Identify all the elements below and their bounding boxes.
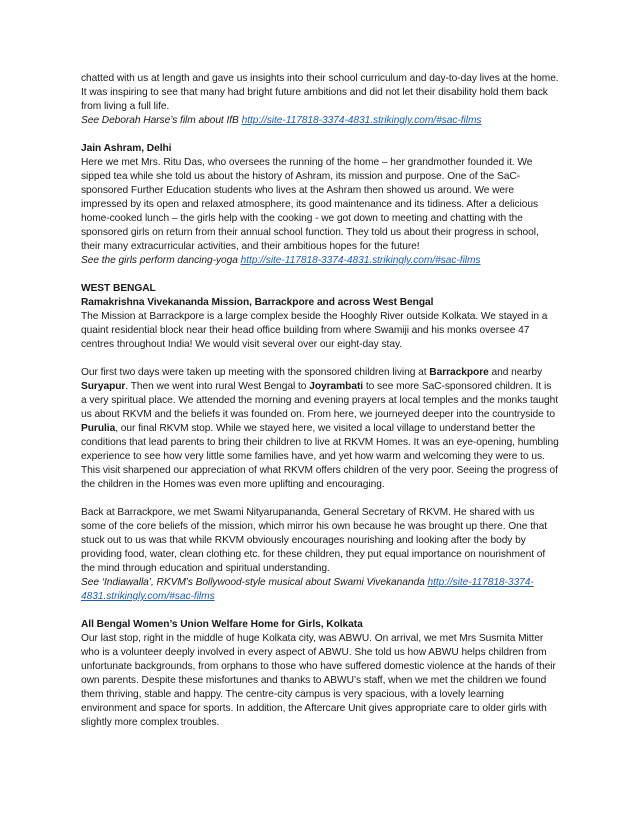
jain-paragraph: Here we met Mrs. Ritu Das, who oversees the running of the home – her grandmother founded it. We sipped tea while she told us about the history of Ashram, its mission and purpose. One of the SaC-sponsored Further Education students who lives at the Ashram then showed us around. We were impressed by its open and relaxed atmosphere, its good maintenance and its tidiness. After a delicious home-cooked lunch – the girls help with the cooking - we got down to meeting and chatting with the sponsored girls on return from their annual school function. They told us about their progress in school, their many extracurricular activities, and their ambitious hopes for the future! [81,157,539,252]
bengal-section-title: WEST BENGAL [81,283,156,294]
abwu-heading: All Bengal Women’s Union Welfare Home for Girls, Kolkata [81,619,363,630]
bengal-paragraph-3: Back at Barrackpore, we met Swami Nityarupananda, General Secretary of RKVM. He shared with us some of the core beliefs of the mission, which mirror his own because he was brought up there. One that stuck out to us was that while RKVM obviously encourages nourishing and looking after the body by providing food, water, clean clothing etc. for these children, they put equal importance on nourishment of the mind through education and spiritual understanding. [81,507,547,574]
bengal-paragraph-3-section [81,506,559,604]
bengal-paragraph-1: The Mission at Barrackpore is a large complex beside the Hooghly River outside Kolkata. We stayed in a quaint residential block near their head office building from where Swamiji and his monks oversee 47 centres throughout India! We would visit several over our eight-day stay. [81,311,548,350]
p2-text-e: to see more SaC-sponsored children. It is a very spiritual place. We attended the morning and evening prayers at local temples and the monks taught us about RKVM and the beliefs it was founded on. From here, we journeyed deeper into the countryside to [81,381,559,420]
p2-text-d: . Then we went into rural West Bengal to [125,381,310,392]
place-joyrambati: Joyrambati [309,381,364,392]
abwu-section [81,618,559,730]
jain-film-caption: See the girls perform dancing-yoga [81,255,241,266]
p2-text-a: Our first two days were taken up meeting with the sponsored children living at [81,367,430,378]
p2-text-f: , our final RKVM stop. While we stayed here, we visited a local village to understand better the conditions that lead parents to bring their children to live at RKVM Homes. It was an eye-opening, humbling experience to see how very little some families have, and yet how warm and welcoming they were to us. This visit sharpened our appreciation of what RKVM offers children of the very poor. Seeing the progress of the children in the Homes was even more uplifting and encouraging. [81,423,559,490]
bengal-heading: Ramakrishna Vivekananda Mission, Barrackpore and across West Bengal [81,297,434,308]
place-suryapur: Suryapur [81,381,126,392]
place-purulia: Purulia [81,423,116,434]
intro-section [81,72,559,128]
bengal-intro [81,282,559,352]
jain-section [81,142,559,268]
p2-text-c: and nearby [488,367,543,378]
abwu-paragraph: Our last stop, right in the middle of huge Kolkata city, was ABWU. On arrival, we met Mrs Susmita Mitter who is a volunteer deeply involved in every aspect of ABWU. She told us how ABWU helps children from unfortunate backgrounds, from orphans to those who have suffered domestic violence at the hands of their own parents. Despite these misfortunes and thanks to ABWU’s staff, when we met the children we found them thriving, stable and happy. The centre-city campus is very spacious, with a lovely learning environment and space for sports. In addition, the Aftercare Unit gives appropriate care to older girls with slightly more complex troubles. [81,633,556,728]
jain-heading: Jain Ashram, Delhi [81,143,172,154]
intro-paragraph: chatted with us at length and gave us insights into their school curriculum and day-to-day lives at the home. It was inspiring to see that many had bright future ambitions and did not let their disability hold them back from living a full life. [81,73,559,112]
intro-film-caption: See Deborah Harse’s film about IfB [81,115,242,126]
place-barrackpore: Barrackpore [429,367,489,378]
intro-film-link[interactable]: http://site-117818-3374-4831.strikingly.com/#sac-films [241,115,482,126]
jain-film-link[interactable]: http://site-117818-3374-4831.strikingly.com/#sac-films [240,255,481,266]
bengal-film-caption: See ‘Indiawalla’, RKVM’s Bollywood-style musical about Swami Vivekananda [81,577,428,588]
bengal-paragraph-2 [81,366,559,492]
document-page [81,72,559,744]
bengal-film-link[interactable]: http://site-117818-3374-4831.strikingly.com/#sac-films [81,577,534,602]
